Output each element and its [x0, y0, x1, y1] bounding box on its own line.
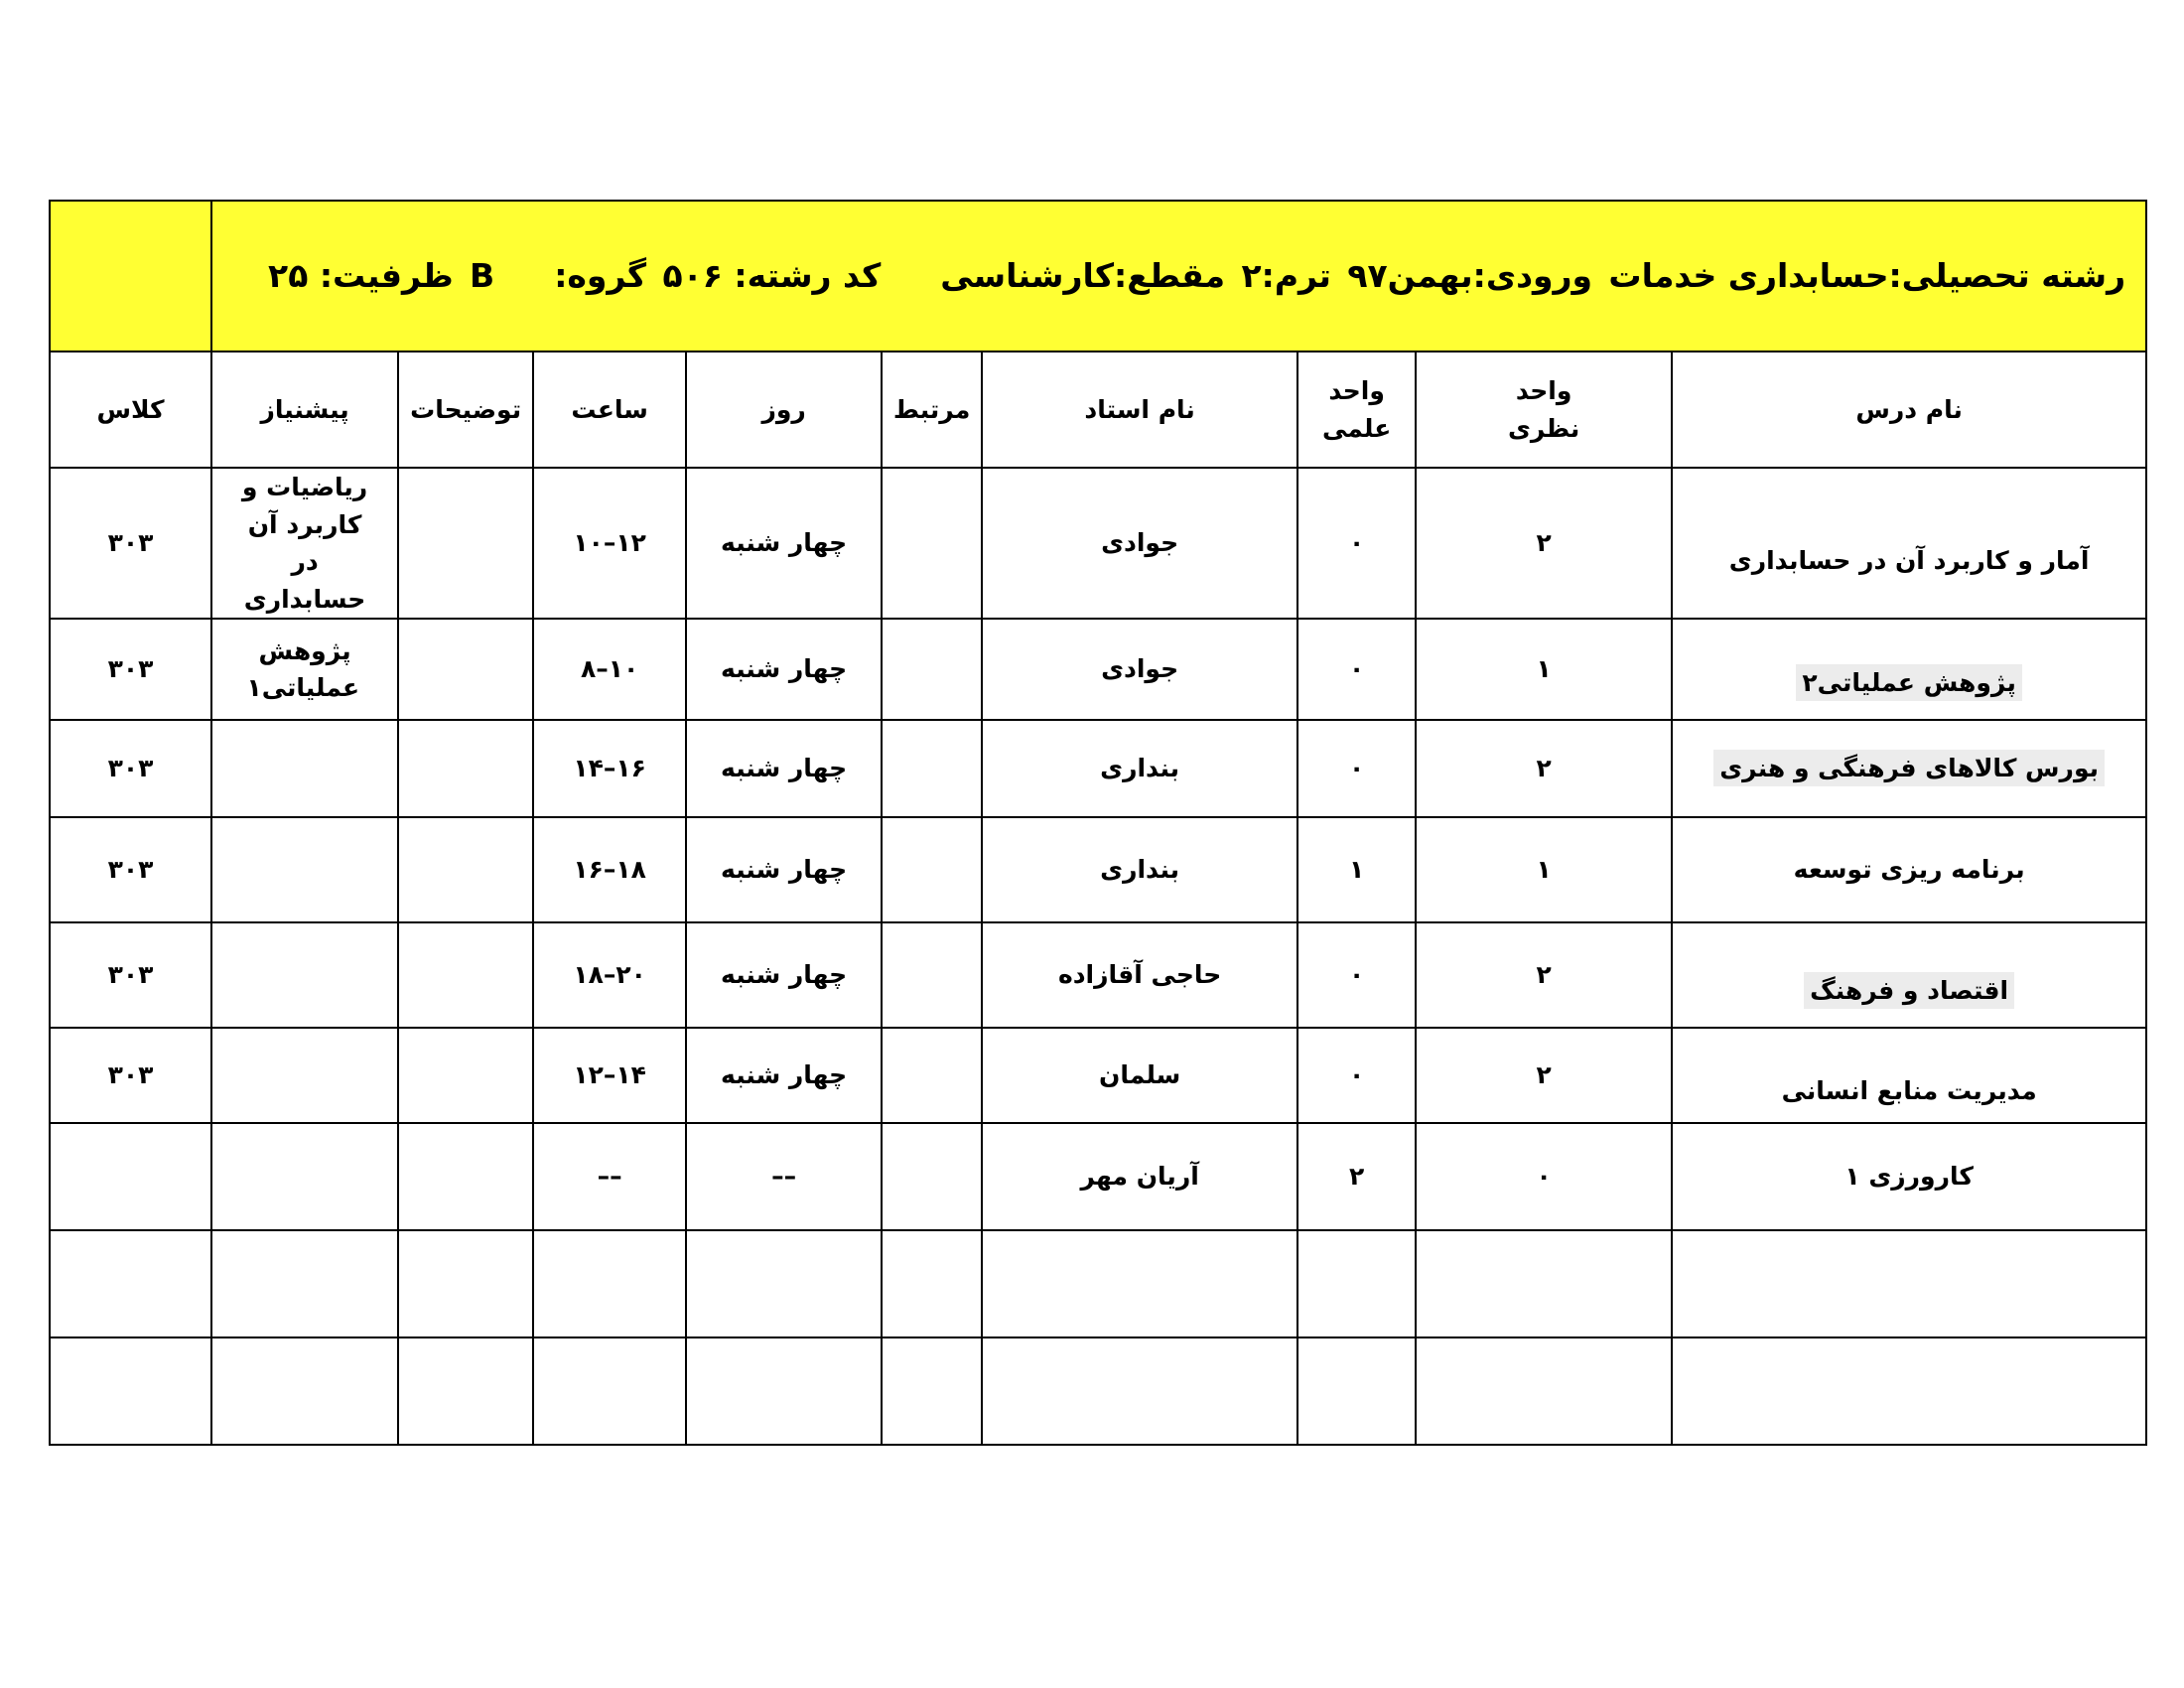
- practical-units: ۱: [1297, 817, 1416, 922]
- empty-cell: [398, 1337, 533, 1445]
- prerequisite: [211, 1028, 398, 1123]
- theory-units: ۲: [1416, 720, 1672, 817]
- day: چهار شنبه: [686, 468, 882, 619]
- time: ––: [533, 1123, 686, 1230]
- empty-cell: [1416, 1230, 1672, 1337]
- header-practical-units: [1297, 352, 1416, 468]
- course-schedule-sheet: [49, 200, 2145, 1433]
- notes: [398, 922, 533, 1028]
- instructor: سلمان: [982, 1028, 1297, 1123]
- notes: [398, 619, 533, 720]
- banner-info: [211, 201, 2146, 352]
- classroom: [50, 1123, 211, 1230]
- course-name-cell: [1672, 922, 2146, 1028]
- table-row: [50, 619, 2146, 720]
- header-prerequisite: پیشنیاز: [211, 352, 398, 468]
- theory-units: ۲: [1416, 922, 1672, 1028]
- header-day: روز: [686, 352, 882, 468]
- classroom: ۳۰۳: [50, 817, 211, 922]
- notes: [398, 468, 533, 619]
- related: [882, 619, 982, 720]
- entry-term: ورودی:بهمن۹۷: [1347, 256, 1593, 296]
- empty-cell: [686, 1230, 882, 1337]
- day: چهار شنبه: [686, 1028, 882, 1123]
- empty-cell: [982, 1337, 1297, 1445]
- theory-units: ۰: [1416, 1123, 1672, 1230]
- time: ۱۲–۱۰: [533, 468, 686, 619]
- column-header-row: [50, 352, 2146, 468]
- empty-table-row: [50, 1230, 2146, 1337]
- notes: [398, 817, 533, 922]
- empty-table-row: [50, 1337, 2146, 1445]
- practical-units: ۰: [1297, 468, 1416, 619]
- header-practical-units-text: واحد علمی: [1321, 376, 1392, 443]
- header-time: ساعت: [533, 352, 686, 468]
- header-theory-units: [1416, 352, 1672, 468]
- time: ۱۸–۱۶: [533, 817, 686, 922]
- banner-empty-cell: [50, 201, 211, 352]
- program-code: کد رشته: ۵۰۶: [662, 256, 882, 296]
- related: [882, 1123, 982, 1230]
- course-name: مدیریت منابع انسانی: [1781, 1076, 2037, 1106]
- classroom: ۳۰۳: [50, 1028, 211, 1123]
- related: [882, 1028, 982, 1123]
- day: ––: [686, 1123, 882, 1230]
- practical-units: ۰: [1297, 922, 1416, 1028]
- table-row: [50, 922, 2146, 1028]
- header-course-name: نام درس: [1672, 352, 2146, 468]
- empty-cell: [211, 1337, 398, 1445]
- instructor: جوادی: [982, 619, 1297, 720]
- course-name-cell: [1672, 1028, 2146, 1123]
- table-row: [50, 468, 2146, 619]
- practical-units: ۰: [1297, 1028, 1416, 1123]
- empty-cell: [882, 1230, 982, 1337]
- empty-cell: [533, 1337, 686, 1445]
- prerequisite: [211, 922, 398, 1028]
- classroom: ۳۰۳: [50, 720, 211, 817]
- time: ۱۴–۱۲: [533, 1028, 686, 1123]
- empty-cell: [1297, 1337, 1416, 1445]
- prerequisite: [211, 619, 398, 720]
- related: [882, 817, 982, 922]
- course-name: بورس کالاهای فرهنگی و هنری: [1713, 750, 2105, 786]
- practical-units: ۲: [1297, 1123, 1416, 1230]
- table-row: [50, 1123, 2146, 1230]
- course-name: آمار و کاربرد آن در حسابداری: [1728, 546, 2090, 576]
- prerequisite-text: پژوهش عملیاتی۱: [246, 635, 360, 702]
- prerequisite-text: ریاضیات و کاربرد آن در حسابداری: [241, 473, 368, 614]
- related: [882, 922, 982, 1028]
- header-banner: [50, 201, 2146, 352]
- notes: [398, 720, 533, 817]
- course-name-cell: [1672, 468, 2146, 619]
- theory-units: ۱: [1416, 817, 1672, 922]
- time: ۱۰–۸: [533, 619, 686, 720]
- time: ۱۶–۱۴: [533, 720, 686, 817]
- empty-cell: [686, 1337, 882, 1445]
- empty-cell: [1672, 1230, 2146, 1337]
- group-value: B: [470, 256, 495, 296]
- course-name: اقتصاد و فرهنگ: [1804, 972, 2014, 1009]
- course-name: برنامه ریزی توسعه: [1672, 817, 2146, 922]
- course-name-cell: [1672, 720, 2146, 817]
- related: [882, 720, 982, 817]
- header-notes: توضیحات: [398, 352, 533, 468]
- practical-units: ۰: [1297, 720, 1416, 817]
- instructor: حاجی آقازاده: [982, 922, 1297, 1028]
- theory-units: ۲: [1416, 468, 1672, 619]
- instructor: آریان مهر: [982, 1123, 1297, 1230]
- term-number: ترم:۲: [1241, 256, 1331, 296]
- related: [882, 468, 982, 619]
- degree-level: مقطع:کارشناسی: [940, 256, 1226, 296]
- instructor: بنداری: [982, 720, 1297, 817]
- course-name: پژوهش عملیاتی۲: [1796, 664, 2021, 701]
- day: چهار شنبه: [686, 619, 882, 720]
- theory-units: ۲: [1416, 1028, 1672, 1123]
- empty-cell: [1672, 1337, 2146, 1445]
- classroom: ۳۰۳: [50, 468, 211, 619]
- prerequisite: [211, 1123, 398, 1230]
- notes: [398, 1123, 533, 1230]
- day: چهار شنبه: [686, 720, 882, 817]
- header-related: مرتبط: [882, 352, 982, 468]
- prerequisite: [211, 817, 398, 922]
- practical-units: ۰: [1297, 619, 1416, 720]
- header-classroom: کلاس: [50, 352, 211, 468]
- empty-cell: [398, 1230, 533, 1337]
- time: ۲۰–۱۸: [533, 922, 686, 1028]
- capacity: ظرفیت: ۲۵: [268, 256, 454, 296]
- instructor: بنداری: [982, 817, 1297, 922]
- notes: [398, 1028, 533, 1123]
- course-schedule-table: [49, 200, 2147, 1446]
- field-of-study: رشته تحصیلی:حسابداری خدمات: [1608, 256, 2126, 296]
- group-label: گروه:: [554, 256, 647, 296]
- day: چهار شنبه: [686, 817, 882, 922]
- empty-cell: [50, 1337, 211, 1445]
- theory-units: ۱: [1416, 619, 1672, 720]
- prerequisite: [211, 468, 398, 619]
- empty-cell: [1297, 1230, 1416, 1337]
- prerequisite: [211, 720, 398, 817]
- course-name: کارورزی ۱: [1672, 1123, 2146, 1230]
- day: چهار شنبه: [686, 922, 882, 1028]
- empty-cell: [50, 1230, 211, 1337]
- table-row: [50, 720, 2146, 817]
- table-row: [50, 1028, 2146, 1123]
- empty-cell: [533, 1230, 686, 1337]
- instructor: جوادی: [982, 468, 1297, 619]
- empty-cell: [882, 1337, 982, 1445]
- header-theory-units-text: واحد نظری: [1508, 376, 1580, 443]
- empty-cell: [211, 1230, 398, 1337]
- empty-cell: [982, 1230, 1297, 1337]
- empty-cell: [1416, 1337, 1672, 1445]
- header-instructor: نام استاد: [982, 352, 1297, 468]
- classroom: ۳۰۳: [50, 619, 211, 720]
- course-name-cell: [1672, 619, 2146, 720]
- classroom: ۳۰۳: [50, 922, 211, 1028]
- table-row: [50, 817, 2146, 922]
